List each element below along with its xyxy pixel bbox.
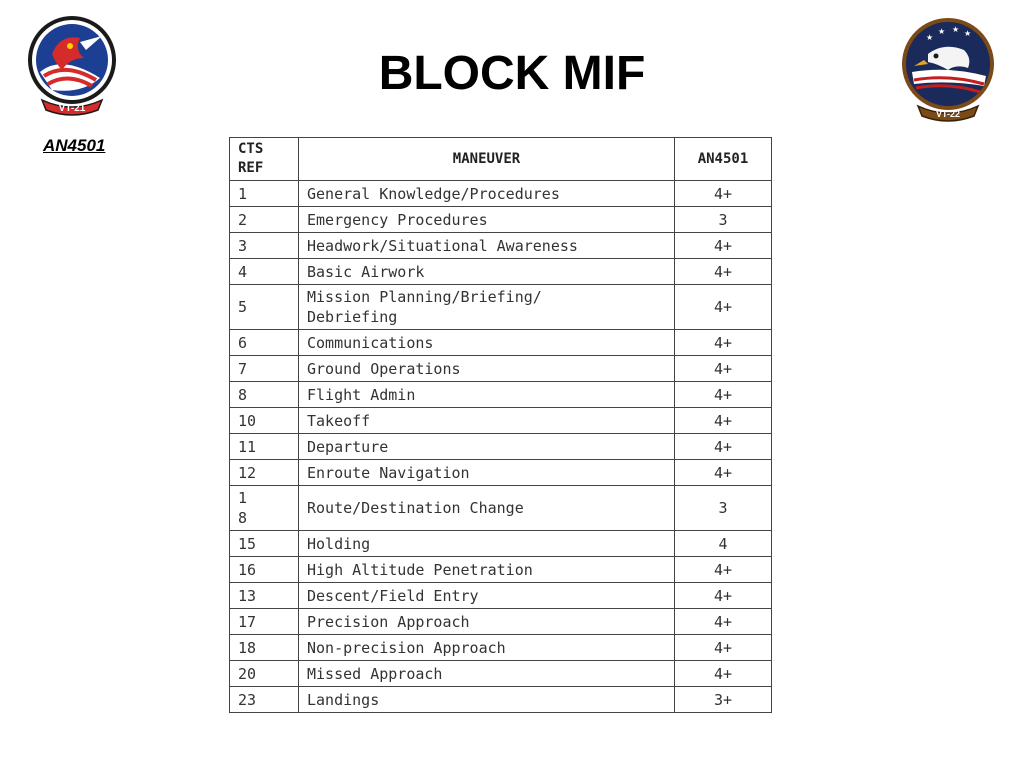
table-row — [230, 661, 772, 687]
grade-cell: 4+ — [675, 408, 772, 434]
header-cts-ref — [230, 138, 299, 181]
table-row — [230, 557, 772, 583]
table-row — [230, 460, 772, 486]
maneuver-cell: Descent/Field Entry — [299, 583, 675, 609]
table-row — [230, 259, 772, 285]
cts-ref-cell: 8 — [230, 382, 299, 408]
maneuver-cell: Holding — [299, 531, 675, 557]
maneuver-cell: Takeoff — [299, 408, 675, 434]
table-row — [230, 207, 772, 233]
grade-cell: 4+ — [675, 330, 772, 356]
cts-ref-cell: 16 — [230, 557, 299, 583]
cts-ref-cell: 10 — [230, 408, 299, 434]
grade-cell: 4+ — [675, 583, 772, 609]
grade-cell: 4+ — [675, 460, 772, 486]
cts-ref-cell: 15 — [230, 531, 299, 557]
grade-cell: 3+ — [675, 687, 772, 713]
table-row — [230, 285, 772, 330]
grade-cell: 3 — [675, 207, 772, 233]
table-row — [230, 233, 772, 259]
page-title: BLOCK MIF — [378, 47, 646, 100]
table-row — [230, 687, 772, 713]
maneuver-line-1: Mission Planning/Briefing/ — [307, 288, 542, 306]
grade-cell: 3 — [675, 486, 772, 531]
maneuver-cell: Enroute Navigation — [299, 460, 675, 486]
svg-text:★: ★ — [938, 27, 946, 36]
grade-cell: 4+ — [675, 356, 772, 382]
table-row — [230, 181, 772, 207]
grade-cell: 4+ — [675, 557, 772, 583]
course-code-label: AN4501 — [43, 136, 106, 155]
cts-ref-cell: 4 — [230, 259, 299, 285]
maneuver-cell: Precision Approach — [299, 609, 675, 635]
table-row — [230, 382, 772, 408]
cts-ref-line-1: 1 — [238, 489, 248, 507]
cts-ref-cell: 13 — [230, 583, 299, 609]
cts-ref-line-2: 8 — [238, 509, 248, 527]
maneuver-cell: General Knowledge/Procedures — [299, 181, 675, 207]
maneuver-cell: Emergency Procedures — [299, 207, 675, 233]
vt22-logo-text: VT-22 — [935, 109, 961, 119]
maneuver-cell: Ground Operations — [299, 356, 675, 382]
grade-cell: 4+ — [675, 285, 772, 330]
svg-text:★: ★ — [964, 29, 972, 38]
svg-text:★: ★ — [952, 25, 960, 34]
maneuver-cell: Departure — [299, 434, 675, 460]
cts-ref-cell: 1 — [230, 181, 299, 207]
header-maneuver: MANEUVER — [299, 138, 675, 181]
maneuver-cell: Basic Airwork — [299, 259, 675, 285]
maneuver-cell: Route/Destination Change — [299, 486, 675, 531]
table-row — [230, 531, 772, 557]
header-ref: REF — [238, 160, 264, 176]
grade-cell: 4+ — [675, 609, 772, 635]
grade-cell: 4+ — [675, 259, 772, 285]
maneuver-cell: Flight Admin — [299, 382, 675, 408]
cts-ref-cell: 23 — [230, 687, 299, 713]
grade-cell: 4+ — [675, 434, 772, 460]
block-mif-table — [229, 137, 772, 713]
table-row — [230, 486, 772, 531]
table-row — [230, 583, 772, 609]
cts-ref-cell: 18 — [230, 635, 299, 661]
cts-ref-cell: 12 — [230, 460, 299, 486]
table-row — [230, 609, 772, 635]
vt21-logo-text: VT-21 — [58, 103, 86, 114]
cts-ref-cell: 2 — [230, 207, 299, 233]
cts-ref-cell: 6 — [230, 330, 299, 356]
maneuver-cell: Headwork/Situational Awareness — [299, 233, 675, 259]
maneuver-cell: High Altitude Penetration — [299, 557, 675, 583]
header-cts: CTS — [238, 141, 264, 157]
maneuver-cell: Communications — [299, 330, 675, 356]
cts-ref-cell — [230, 486, 299, 531]
cts-ref-cell: 17 — [230, 609, 299, 635]
table-header-row — [230, 138, 772, 181]
table-row — [230, 356, 772, 382]
maneuver-cell: Landings — [299, 687, 675, 713]
table-row — [230, 330, 772, 356]
svg-text:★: ★ — [926, 33, 934, 42]
maneuver-cell: Missed Approach — [299, 661, 675, 687]
table-row — [230, 408, 772, 434]
cts-ref-cell: 3 — [230, 233, 299, 259]
header-grade: AN4501 — [675, 138, 772, 181]
maneuver-cell: Non-precision Approach — [299, 635, 675, 661]
grade-cell: 4+ — [675, 661, 772, 687]
grade-cell: 4+ — [675, 382, 772, 408]
cts-ref-cell: 11 — [230, 434, 299, 460]
grade-cell: 4+ — [675, 233, 772, 259]
table-row — [230, 635, 772, 661]
table-row — [230, 434, 772, 460]
vt22-squadron-logo — [898, 14, 998, 126]
grade-cell: 4+ — [675, 635, 772, 661]
cts-ref-cell: 7 — [230, 356, 299, 382]
cts-ref-cell: 20 — [230, 661, 299, 687]
cts-ref-cell: 5 — [230, 285, 299, 330]
maneuver-line-2: Debriefing — [307, 308, 398, 326]
grade-cell: 4+ — [675, 181, 772, 207]
maneuver-cell — [299, 285, 675, 330]
grade-cell: 4 — [675, 531, 772, 557]
